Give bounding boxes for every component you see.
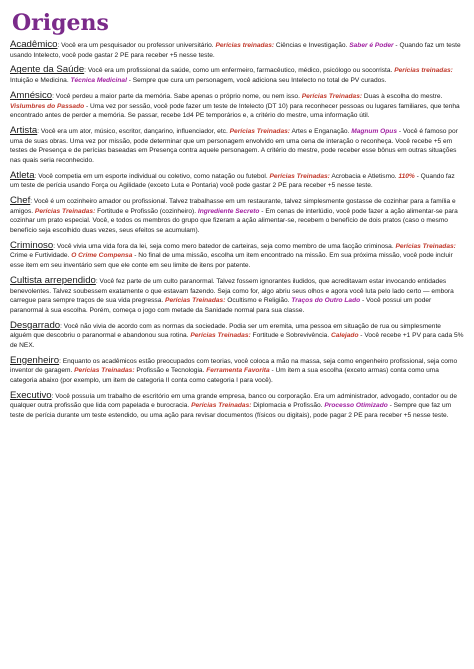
highlight-red: Perícias Treinadas:: [229, 128, 290, 136]
highlight-red: Ferramenta Favorita: [206, 367, 270, 375]
origin-text: : Você era um profissional da saúde, como um enfermeiro, farmacêutico, médico, psicólogo ou socorrista.: [84, 67, 395, 75]
origin-text: - Você é famoso por uma de suas obras. Uma vez por missão, pode determinar que um personagem envolvido em uma cena de interação o reconheça. Você recebe +5 em testes de Presença e de perícias baseadas em Presença contra aquele personagem. A critério do mestre, pode receber esse bônus em outras situações nas quais seria reconhecido.: [10, 128, 458, 164]
origin-name: Executivo: [10, 389, 52, 401]
origin-entry: [10, 390, 464, 421]
origin-text: - Sempre que faz um teste de perícia durante um teste estendido, ou uma ação para revisar documentos (físicos ou digitais), pode pagar 2 PE para receber +5 nesse teste.: [10, 402, 452, 419]
highlight-red: Perícias Treinadas:: [301, 92, 363, 100]
origin-entry: [10, 39, 464, 60]
origin-name: Criminoso: [10, 239, 54, 251]
highlight-purple: Saber é Poder: [349, 42, 394, 49]
origins-list: [10, 39, 464, 421]
origin-entry: [10, 355, 464, 386]
origin-text: - Uma vez por sessão, você pode fazer um teste de Intelecto (DT 10) para reconhecer pessoas ou lugares familiares, que tenha encontrado antes de perder a memória. Se passar, recebe 1d4 PE temporários e, a critério do mestre, uma informação útil.: [10, 102, 460, 120]
highlight-red: Perícias Treinadas:: [74, 367, 135, 375]
origin-text: Intuição e Medicina.: [10, 77, 71, 85]
highlight-red: Perícias Treinadas:: [395, 242, 456, 250]
origin-text: Ciências e Investigação.: [274, 42, 350, 49]
origin-name: Amnésico: [10, 89, 53, 101]
origin-text: - Quando faz um teste usando Intelecto, você pode gastar 2 PE para receber +5 nesse teste.: [10, 42, 461, 59]
origin-text: - Quando faz um teste de perícia usando Força ou Agilidade (exceto Luta e Pontaria) você pode gastar 2 PE para receber +5 nesse teste.: [10, 172, 455, 190]
origin-text: : Enquanto os acadêmicos estão preocupados com teorias, você coloca a mão na massa, seja como engenheiro profissional, seja como inventor de garagem.: [10, 357, 458, 375]
origin-text: - Em cenas de interlúdio, você pode fazer a ação alimentar-se para cozinhar um prato especial. Você, e todos os membros do grupo que fizeram a ação alimentar-se, recebem o benefício de dois pratos (caso o mesmo benefício seja escolhido duas vezes, seus efeitos se acumulam).: [10, 207, 458, 234]
origin-entry: [10, 170, 464, 191]
highlight-purple: Magnum Opus: [351, 128, 397, 136]
highlight-red: Perícias Treinadas:: [190, 332, 251, 340]
origin-entry: [10, 275, 464, 315]
origin-text: - No final de uma missão, escolha um item encontrado na missão. Em sua próxima missão, você pode incluir esse item em seu inventário sem que ele conte em seu limite de itens por patente.: [10, 252, 453, 270]
origin-text: - Você recebe +1 PV para cada 5% de NEX.: [10, 332, 464, 349]
origin-text: : Você fez parte de um culto paranormal. Talvez fossem ignorantes iludidos, que acreditavam estar invocando entidades benevolentes. Talvez soubessem exatamente o que estavam fazendo. Seja como for, algo abriu seus olhos e agora você luta pelo lado certo — embora carregue para sempre traços de sua vida pregressa.: [10, 277, 454, 305]
highlight-purple: Técnica Medicinal: [70, 77, 127, 85]
highlight-purple: Processo Otimizado: [324, 402, 388, 410]
origin-text: Diplomacia e Profissão.: [251, 402, 325, 410]
origin-entry: [10, 320, 464, 351]
highlight-red: Perícias Treinadas:: [191, 402, 252, 410]
origin-text: Fortitude e Sobrevivência.: [250, 332, 331, 340]
highlight-red: 110%: [398, 172, 415, 180]
origin-text: Acrobacia e Atletismo.: [329, 172, 399, 180]
highlight-red: Perícias Treinadas:: [165, 297, 226, 305]
origin-text: : Você vivia uma vida fora da lei, seja como mero batedor de carteiras, seja como membro de uma facção criminosa.: [53, 242, 396, 250]
origin-name: Chef: [10, 195, 31, 207]
highlight-red: Perícias Treinadas:: [269, 172, 330, 180]
origin-entry: [10, 195, 464, 235]
origin-text: : Você competia em um esporte individual ou coletivo, como natação ou futebol.: [34, 172, 270, 180]
origin-name: Cultista arrependido: [10, 274, 96, 286]
highlight-red: Vislumbres do Passado: [10, 102, 85, 110]
page-title: Origens: [12, 10, 109, 36]
origin-text: Ocultismo e Religião.: [225, 297, 292, 305]
highlight-red: Perícias Treinadas:: [34, 207, 96, 215]
origin-text: : Você possuía um trabalho de escritório em uma grande empresa, banco ou corporação. Era um administrador, advogado, contador ou de qualquer outra profissão que lida com papelada e burocracia.: [10, 392, 457, 410]
origin-text: Crime e Furtividade.: [10, 252, 72, 260]
origin-name: Desgarrado: [10, 319, 61, 331]
origin-entry: [10, 90, 464, 121]
origin-text: - Sempre que cura um personagem, você adiciona seu Intelecto no total de PV curados.: [126, 77, 387, 85]
origin-entry: [10, 240, 464, 271]
origin-text: Profissão e Tecnologia.: [134, 367, 207, 375]
origin-text: : Você era um pesquisador ou professor universitário.: [57, 42, 216, 49]
origin-text: : Você não vivia de acordo com as normas da sociedade. Podia ser um eremita, uma pessoa em situação de rua ou simplesmente alguém que descobriu o paranormal e abandonou sua rotina.: [10, 322, 441, 340]
origin-name: Engenheiro: [10, 354, 60, 366]
origin-entry: [10, 125, 464, 165]
origin-text: : Você é um cozinheiro amador ou profissional. Talvez trabalhasse em um restaurante, talvez simplesmente gostasse de cozinhar para a família e amigos.: [10, 198, 456, 215]
origin-text: : Você era um ator, músico, escritor, dançarino, influenciador, etc.: [37, 128, 230, 136]
origin-text: - Você possui um poder paranormal à sua escolha. Porém, começa o jogo com metade da Sanidade normal para sua classe.: [10, 297, 432, 314]
origin-name: Agente da Saúde: [10, 64, 85, 76]
origin-text: Artes e Enganação.: [289, 128, 352, 136]
highlight-red: O Crime Compensa: [71, 252, 133, 260]
highlight-purple: Traços do Outro Lado: [291, 297, 361, 305]
origin-text: Fortitude e Profissão (cozinheiro).: [95, 207, 198, 215]
highlight-red: Calejado: [330, 332, 359, 340]
origin-text: : Você perdeu a maior parte da memória. Sabe apenas o próprio nome, ou nem isso.: [52, 92, 302, 100]
origin-entry: [10, 64, 464, 85]
origin-name: Artista: [10, 125, 38, 137]
origin-name: Atleta: [10, 169, 35, 181]
highlight-red: Perícias treinadas:: [394, 67, 453, 75]
highlight-red: Perícias treinadas:: [215, 42, 275, 49]
origin-text: Duas à escolha do mestre.: [362, 92, 443, 100]
origin-name: Acadêmico: [10, 39, 58, 50]
origin-text: - Um item a sua escolha (exceto armas) conta como uma categoria abaixo (por exemplo, um item de categoria II conta como categoria I para você).: [10, 367, 439, 384]
highlight-purple: Ingrediente Secreto: [197, 207, 260, 215]
